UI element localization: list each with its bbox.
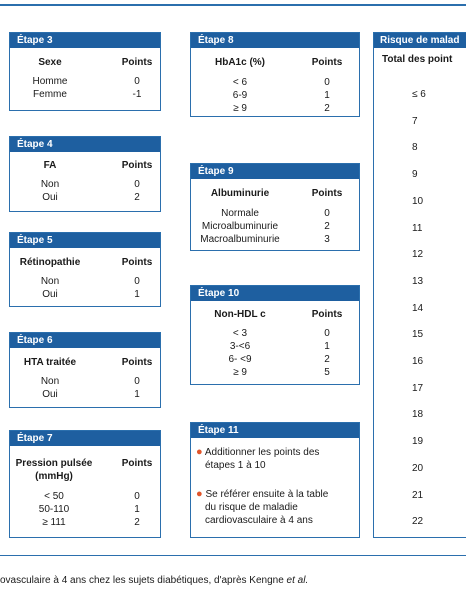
step9-row1-points: 0 <box>324 208 330 219</box>
step11-bullet2-line3: cardiovasculaire à 4 ans <box>205 515 313 526</box>
risk-value: 19 <box>412 436 424 448</box>
step6-title: Étape 6 <box>10 333 160 348</box>
step5-row2-label: Oui <box>42 289 58 300</box>
step11-bullet2-line1: Se référer ensuite à la table <box>205 489 329 500</box>
step8-row1-label: < 6 <box>232 77 248 88</box>
step4-col-points: Points <box>121 160 153 171</box>
step10-row3-label: 6- <9 <box>228 354 252 365</box>
step7-col-points: Points <box>121 458 153 469</box>
step4-col-label: FA <box>43 160 57 171</box>
step4-title: Étape 4 <box>10 137 160 152</box>
step11-bullet2 <box>196 488 356 527</box>
step5-col-label: Rétinopathie <box>19 257 81 268</box>
step4-row2-label: Oui <box>42 192 58 203</box>
step7-row3-label: ≥ 111 <box>42 517 66 528</box>
risk-title: Risque de malad <box>374 33 466 48</box>
caption-italic: et al. <box>286 575 309 586</box>
step7-title: Étape 7 <box>10 431 160 446</box>
risk-value: 13 <box>412 275 424 287</box>
step10-row4-label: ≥ 9 <box>233 367 247 378</box>
risk-subtitle: Total des point <box>382 54 453 65</box>
step6-row2-label: Oui <box>42 389 58 400</box>
step7-col-label-line1: Pression pulsée <box>15 458 93 469</box>
step3-col-points: Points <box>121 57 153 68</box>
step5-row1-points: 0 <box>134 276 140 287</box>
step5-row1-label: Non <box>40 276 60 287</box>
step7-row3-points: 2 <box>134 517 140 528</box>
step8-row3-label: ≥ 9 <box>233 103 247 114</box>
step7-row1-label: < 50 <box>44 491 64 502</box>
step3-col-label: Sexe <box>38 57 62 68</box>
risk-value: 8 <box>412 142 418 154</box>
step10-col-label: Non-HDL c <box>214 309 266 320</box>
step10-row2-points: 1 <box>324 341 330 352</box>
bottom-rule <box>0 555 466 556</box>
step9-col-label: Albuminurie <box>210 188 270 199</box>
step8-row2-points: 1 <box>324 90 330 101</box>
step6-col-label: HTA traitée <box>23 357 77 368</box>
step3-row2-label: Femme <box>33 89 67 100</box>
step4-row1-label: Non <box>40 179 60 190</box>
step6-row2-points: 1 <box>134 389 140 400</box>
step11-title: Étape 11 <box>191 423 359 438</box>
bullet-dot-icon: ● <box>196 446 203 458</box>
step11-bullet1-line1: Additionner les points des <box>204 447 320 458</box>
step3-row1-points: 0 <box>134 76 140 87</box>
step7-card <box>9 430 161 538</box>
risk-value: 14 <box>412 302 424 314</box>
step10-row1-points: 0 <box>324 328 330 339</box>
caption-text: ovasculaire à 4 ans chez les sujets diabétiques, d'après Kengne <box>0 575 287 586</box>
step9-title: Étape 9 <box>191 164 359 179</box>
risk-value: 15 <box>412 329 424 341</box>
risk-value: 7 <box>412 115 418 127</box>
step6-card <box>9 332 161 408</box>
step4-card <box>9 136 161 212</box>
step6-col-points: Points <box>121 357 153 368</box>
step8-card <box>190 32 360 117</box>
step10-card <box>190 285 360 385</box>
step7-row2-points: 1 <box>134 504 140 515</box>
step7-col-label-line2: (mmHg) <box>35 471 73 482</box>
step9-row1-label: Normale <box>221 208 259 219</box>
step5-row2-points: 1 <box>134 289 140 300</box>
step5-title: Étape 5 <box>10 233 160 248</box>
step3-row2-points: -1 <box>132 89 142 100</box>
step9-col-points: Points <box>311 188 343 199</box>
step4-row1-points: 0 <box>134 179 140 190</box>
risk-value: 16 <box>412 356 424 367</box>
step11-bullet1-line2: étapes 1 à 10 <box>205 460 266 471</box>
step7-row2-label: 50-110 <box>38 504 70 515</box>
risk-table <box>373 32 466 538</box>
step8-row1-points: 0 <box>324 77 330 88</box>
step9-row3-label: Macroalbuminurie <box>200 234 280 245</box>
step11-bullet1 <box>196 446 356 472</box>
step9-row3-points: 3 <box>324 234 330 245</box>
step10-col-points: Points <box>311 309 343 320</box>
step9-row2-points: 2 <box>324 221 330 232</box>
step10-row2-label: 3-<6 <box>229 341 251 352</box>
risk-value: 9 <box>412 169 418 181</box>
step8-row2-label: 6-9 <box>232 90 248 101</box>
step5-card <box>9 232 161 307</box>
step10-row3-points: 2 <box>324 354 330 365</box>
risk-value: ≤ 6 <box>412 89 426 100</box>
step5-col-points: Points <box>121 257 153 268</box>
risk-value: 10 <box>412 195 424 207</box>
risk-value: 18 <box>412 409 424 421</box>
step4-row2-points: 2 <box>134 192 140 203</box>
risk-value: 11 <box>412 222 423 234</box>
risk-value: 22 <box>412 516 424 528</box>
risk-value: 20 <box>412 462 424 474</box>
step3-row1-label: Homme <box>32 76 68 87</box>
step8-row3-points: 2 <box>324 103 330 114</box>
step11-bullet2-line2: du risque de maladie <box>205 502 298 513</box>
step6-row1-points: 0 <box>134 376 140 387</box>
step10-title: Étape 10 <box>191 286 359 301</box>
step10-row1-label: < 3 <box>232 328 248 339</box>
step8-title: Étape 8 <box>191 33 359 48</box>
step10-row4-points: 5 <box>324 367 330 378</box>
top-rule <box>0 4 466 6</box>
step3-title: Étape 3 <box>10 33 160 48</box>
step7-row1-points: 0 <box>134 491 140 502</box>
risk-value: 21 <box>412 489 424 501</box>
bullet-dot-icon: ● <box>196 488 203 500</box>
risk-value: 17 <box>412 382 424 394</box>
step6-row1-label: Non <box>40 376 60 387</box>
step9-card <box>190 163 360 251</box>
risk-value: 12 <box>412 249 424 261</box>
step3-card <box>9 32 161 111</box>
step8-col-points: Points <box>311 57 343 68</box>
figure-caption <box>0 575 308 586</box>
step8-col-label: HbA1c (%) <box>214 57 265 68</box>
step9-row2-label: Microalbuminurie <box>201 221 279 232</box>
